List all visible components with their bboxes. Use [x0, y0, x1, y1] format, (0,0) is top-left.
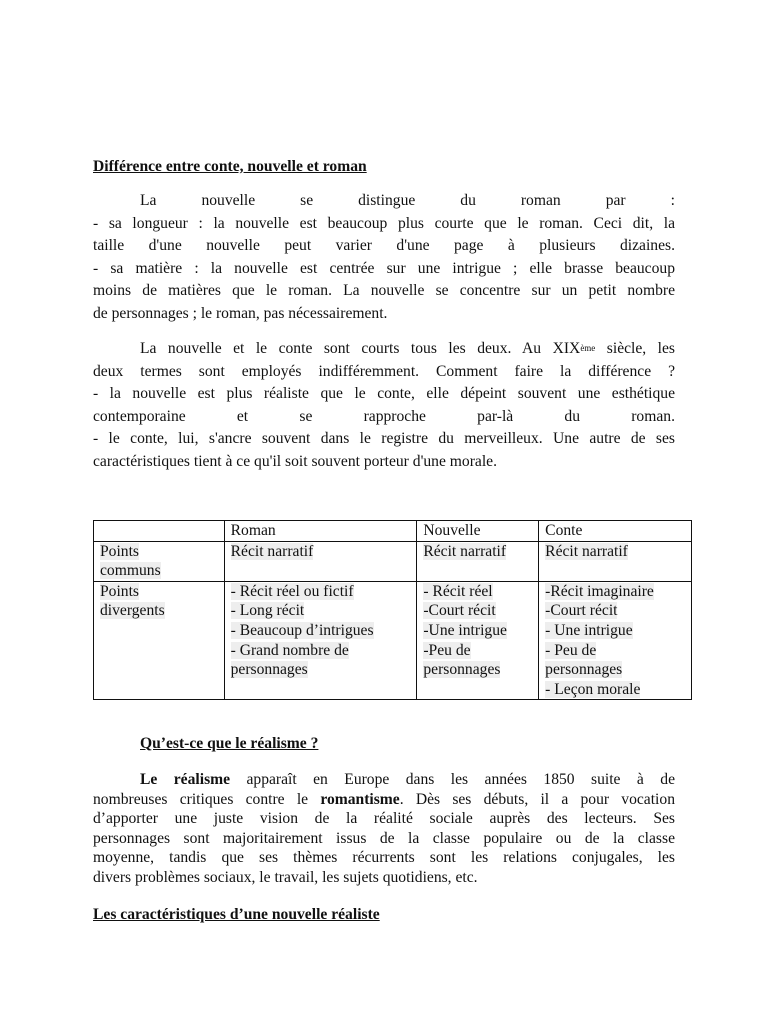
paragraph-nouvelle-conte [93, 338, 675, 474]
paragraph-line: personnages sont majoritairement issus de la classe populaire ou de la classe [93, 829, 675, 847]
table-header-nouvelle: Nouvelle [417, 521, 539, 542]
table-header-conte: Conte [539, 521, 692, 542]
table-row [94, 541, 692, 581]
paragraph-line: Le réalisme apparaît en Europe dans les années 1850 suite à de [140, 771, 675, 788]
table-cell: - Récit réel ou fictif - Long récit - Beaucoup d’intrigues - Grand nombre de personnages [224, 581, 417, 700]
paragraph-line: divers problèmes sociaux, le travail, les sujets quotidiens, etc. [93, 868, 478, 886]
paragraph-line: - la nouvelle est plus réaliste que le conte, elle dépeint souvent une esthétique [93, 385, 675, 403]
paragraph-line: - sa matière : la nouvelle est centrée sur une intrigue ; elle brasse beaucoup [93, 259, 675, 277]
table-row [94, 581, 692, 700]
table-cell: Récit narratif [417, 541, 539, 581]
table-cell: Récit narratif [224, 541, 417, 581]
table-cell: -Récit imaginaire -Court récit - Une intrigue - Peu de personnages - Leçon morale [539, 581, 692, 700]
paragraph-line: moyenne, tandis que ses thèmes récurrents sont les relations conjugales, les [93, 849, 675, 867]
table-cell-label: Points divergents [94, 581, 225, 700]
paragraph-line: nombreuses critiques contre le romantisme. Dès ses débuts, il a pour vocation [93, 790, 675, 808]
paragraph-realisme [93, 770, 675, 888]
table-header-empty [94, 521, 225, 542]
paragraph-line: La nouvelle et le conte sont courts tous les deux. Au XIXème siècle, les [140, 340, 676, 357]
superscript-eme: ème [580, 343, 596, 353]
section-title-realisme: Qu’est-ce que le réalisme ? [140, 735, 319, 752]
bold-term-realisme: Le réalisme [140, 771, 231, 788]
section-title-difference: Différence entre conte, nouvelle et roman [93, 158, 367, 175]
paragraph-line: - le conte, lui, s'ancre souvent dans le registre du merveilleux. Une autre de ses [93, 430, 675, 448]
table-cell-label: Points communs [94, 541, 225, 581]
paragraph-line: deux termes sont employés indifféremment. Comment faire la différence ? [93, 362, 675, 380]
paragraph-line: moins de matières que le roman. La nouvelle se concentre sur un petit nombre [93, 282, 675, 300]
table-header-roman: Roman [224, 521, 417, 542]
table-header-row [94, 521, 692, 542]
paragraph-line: de personnages ; le roman, pas nécessairement. [93, 304, 388, 322]
paragraph-line: d’apporter une juste vision de la réalité sociale auprès des lecteurs. Ses [93, 810, 675, 828]
paragraph-line: - sa longueur : la nouvelle est beaucoup plus courte que le roman. Ceci dit, la [93, 214, 675, 232]
table-cell: - Récit réel -Court récit -Une intrigue -Peu de personnages [417, 581, 539, 700]
paragraph-nouvelle-roman [93, 190, 675, 326]
section-title-caracteristiques: Les caractéristiques d’une nouvelle réaliste [93, 906, 380, 923]
paragraph-line: contemporaine et se rapproche par-là du roman. [93, 407, 675, 425]
bold-term-romantisme: romantisme [320, 790, 400, 808]
comparison-table [93, 520, 692, 700]
paragraph-line: La nouvelle se distingue du roman par : [140, 192, 675, 209]
paragraph-line: caractéristiques tient à ce qu'il soit souvent porteur d'une morale. [93, 452, 497, 470]
table-cell: Récit narratif [539, 541, 692, 581]
paragraph-line: taille d'une nouvelle peut varier d'une page à plusieurs dizaines. [93, 237, 675, 255]
